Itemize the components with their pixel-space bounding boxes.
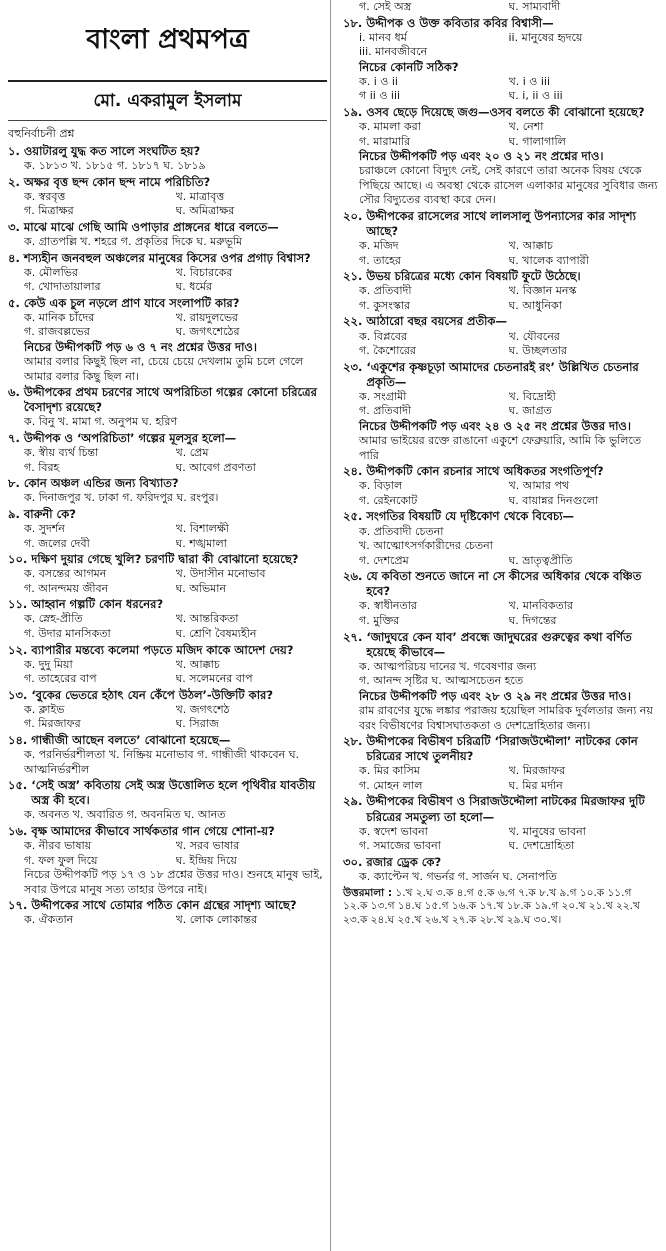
question-text: ওয়াটারলু যুদ্ধ কত সালে সংঘটিত হয়? bbox=[23, 143, 201, 158]
option: খ. যৌবনের bbox=[508, 329, 560, 343]
question-number: ৭. bbox=[8, 431, 20, 445]
question-text: রজার ড্রেক কে? bbox=[366, 854, 442, 869]
answer-key-text: ১.খ ২.ঘ ৩.ক ৪.গ ৫.ক ৬.গ ৭.ক ৮.খ ৯.গ ১০.ক ১১.গ ১২.ক ১৩.গ ১৪.ঘ ১৫.গ ১৬.ক ১৭.খ ১৮.ক ১৯.গ ২০.খ ২১.খ ২২.খ ২৩.ক ২৪.ঘ ২৫.খ ২৬.খ ২৭.ক ২৮.খ ২৯.ঘ ৩০.খ। bbox=[343, 886, 640, 927]
option: গ. মোহন লাল bbox=[359, 778, 423, 792]
question-number: ২৭. bbox=[343, 629, 363, 644]
option-row bbox=[343, 599, 658, 614]
option-row bbox=[343, 479, 658, 494]
option-row bbox=[8, 913, 327, 928]
question-text: দক্ষিণ দুয়ার গেছে খুলি? চরণটি দ্বারা কী বোঝানো হয়েছে? bbox=[31, 552, 299, 567]
question-number: ১৯. bbox=[343, 104, 363, 119]
option: গ. সেই অস্ত্র bbox=[359, 0, 412, 13]
question bbox=[8, 385, 327, 415]
option: ক. বিপ্লবের bbox=[359, 329, 408, 343]
option: খ. আক্কাচ bbox=[175, 657, 220, 671]
option-row bbox=[343, 839, 658, 854]
question-text: আঠারো বছর বয়সের প্রতীক— bbox=[366, 314, 507, 329]
option: ক. স্বীয় ব্যর্থ চিন্তা bbox=[24, 446, 99, 460]
question bbox=[8, 476, 327, 491]
option: ঘ. সিরাজ bbox=[175, 717, 219, 731]
option: খ. বিজ্ঞান মনস্ক bbox=[508, 284, 577, 298]
option: গ. উদার মানসিকতা bbox=[24, 626, 111, 640]
option-row bbox=[8, 204, 327, 219]
option-row bbox=[8, 190, 327, 205]
option: ক. স্নেহ-প্রীতি bbox=[24, 612, 83, 626]
option: গ. ফল ফুল দিয়ে bbox=[24, 853, 98, 867]
author-name: মো. একরামুল ইসলাম bbox=[93, 91, 242, 111]
option-row bbox=[343, 299, 658, 314]
option: গ. বিরহ bbox=[24, 460, 60, 474]
option-row bbox=[8, 311, 327, 326]
option: গ. খোদাতায়ালার bbox=[24, 280, 101, 294]
question-text: অক্ষর বৃত্ত ছন্দ কোন ছন্দ নামে পরিচিতি? bbox=[23, 174, 211, 189]
option-row bbox=[343, 135, 658, 150]
question-number: ২৩. bbox=[343, 359, 363, 374]
question-number: ২৮. bbox=[343, 734, 363, 749]
question bbox=[343, 855, 658, 870]
question-number: ৩০. bbox=[343, 854, 363, 869]
option-row bbox=[8, 461, 327, 476]
option-row bbox=[8, 658, 327, 673]
option-row bbox=[8, 612, 327, 627]
question-number: ১৬. bbox=[8, 823, 28, 838]
option: ঘ. খালেক ব্যাপারী bbox=[508, 253, 589, 267]
option: ঘ. অমিত্রাক্ষর bbox=[175, 204, 235, 218]
question-text: উদ্দীপকের বিভীষণ চরিত্রটি ‘সিরাজউদ্দৌলা’ নাটকের কোন চরিত্রের সাথে তুলনীয়? bbox=[366, 734, 638, 764]
option-row bbox=[343, 779, 658, 794]
stimulus-text: চরাঞ্চলে কোনো বিদ্যুৎ নেই, সেই কারণে তারা অনেক বিষয় থেকে পিছিয়ে আছে। এ অবস্থা থেকে রাসেল এলাকার মানুষের সুবিধার জন্য সৌর বিদ্যুতের ব্যবস্থা করে দেন। bbox=[359, 164, 658, 207]
question bbox=[8, 552, 327, 567]
option-line: গ. আনন্দ সৃষ্টির ঘ. আত্মসচেতন হতে bbox=[359, 674, 524, 688]
option-row bbox=[343, 390, 658, 405]
option-row bbox=[343, 494, 658, 509]
question-number: ২৪. bbox=[343, 464, 363, 479]
question-number: ১৮. bbox=[343, 15, 363, 30]
question bbox=[343, 509, 658, 524]
option: খ. প্রেম bbox=[175, 446, 209, 460]
option: গ. তাহের bbox=[359, 253, 401, 267]
question bbox=[8, 733, 327, 748]
option-row bbox=[8, 717, 327, 732]
option-line: ক. গ্রাতপল্লি খ. শহরে গ. প্রকৃতির দিকে ঘ. মরুভূমি bbox=[24, 235, 243, 249]
option: খ. মাত্রাবৃত্ত bbox=[175, 189, 225, 203]
option: খ. আমার পথ bbox=[508, 479, 569, 493]
option: ক. প্রতিবাদী bbox=[359, 284, 412, 298]
option: ক. নীরব ভাষায় bbox=[24, 839, 92, 853]
question-number: ১১. bbox=[8, 597, 28, 612]
question-number: ২৯. bbox=[343, 794, 363, 809]
option: গ. মুক্তির bbox=[359, 613, 400, 627]
instruction: নিচের উদ্দীপকটি পড় এবং ২৪ ও ২৫ নং প্রশ্নের উত্তর দাও। bbox=[359, 419, 632, 433]
question bbox=[343, 464, 658, 479]
option: ঘ. সাম্যবাদী bbox=[508, 0, 561, 13]
question bbox=[343, 630, 658, 660]
option: খ. i ও iii bbox=[508, 74, 551, 88]
option: ক. দুদু মিয়া bbox=[24, 657, 73, 671]
option-row bbox=[343, 404, 658, 419]
option: গ. কুসংস্কার bbox=[359, 298, 411, 312]
question-number: ২. bbox=[8, 174, 20, 189]
question-text: ‘সেই অস্ত্র’ কবিতায় সেই অস্ত্র উত্তোলিত হলে পৃথিবীর যাবতীয় অস্ত্র কী হবে। bbox=[31, 778, 316, 808]
stimulus-text: নিচের উদ্দীপকটি পড় ১৭ ও ১৮ প্রশ্নের উত্তর দাও। শুনহে মানুষ ভাই, সবার উপরে মানুষ সত্য তাহার উপরে নাই। bbox=[24, 868, 323, 896]
option: ক. মামলা করা bbox=[359, 120, 421, 134]
option-row bbox=[343, 120, 658, 135]
option-row bbox=[8, 266, 327, 281]
option: গ. মিরজাফর bbox=[24, 717, 81, 731]
question-number: ৩. bbox=[8, 219, 20, 234]
option: ক. মির কাসিম bbox=[359, 764, 420, 778]
instruction: নিচের কোনটি সঠিক? bbox=[359, 59, 459, 74]
question-number: ১৫. bbox=[8, 778, 28, 793]
option: গ. তাহেরের বাপ bbox=[24, 672, 97, 686]
option-row bbox=[343, 0, 658, 15]
question-text: উভয় চরিত্রের মধ্যে কোন বিষয়টি ফুটে উঠেছে। bbox=[366, 269, 581, 284]
question bbox=[8, 824, 327, 839]
question bbox=[8, 144, 327, 159]
option: খ. বিচারকের bbox=[175, 265, 233, 279]
question bbox=[343, 734, 658, 764]
question bbox=[343, 16, 658, 31]
question bbox=[8, 688, 327, 703]
option: খ. আক্কাচ bbox=[508, 239, 553, 253]
option: ক. ক্লাইভ bbox=[24, 702, 65, 716]
option: ক. স্বদেশ ভাবনা bbox=[359, 824, 428, 838]
option: খ. মানবিকতার bbox=[508, 599, 574, 613]
option: i. মানব ধর্ম bbox=[359, 30, 407, 44]
option-row bbox=[8, 672, 327, 687]
question bbox=[8, 507, 327, 522]
option-row bbox=[343, 89, 658, 104]
option: ঘ. উচ্ছলতার bbox=[508, 344, 567, 358]
question bbox=[343, 794, 658, 824]
option-row bbox=[8, 703, 327, 718]
stimulus-text: রাম রাবণের যুদ্ধে লঙ্কার পরাজয় হয়েছিল সামরিক দুর্বলতার জন্য নয় বরং বিভীষণের বিশ্বাসঘাতকতা ও দেশদ্রোহিতার জন্য। bbox=[359, 704, 653, 732]
option: খ. লোক লোকান্তর bbox=[175, 913, 258, 927]
option: গ. জলের দেবী bbox=[24, 536, 90, 550]
option: খ. রায়দুলভের bbox=[175, 310, 239, 324]
question-text: উদ্দীপক ও উক্ত কবিতার কবির বিশ্বাসী— bbox=[366, 15, 554, 30]
author-rule bbox=[8, 120, 327, 121]
option: ক. বসন্তের আগমন bbox=[24, 567, 107, 581]
question bbox=[8, 220, 327, 235]
option: খ. আন্তরিকতা bbox=[175, 612, 239, 626]
option: ঘ. i, ii ও iii bbox=[508, 89, 563, 103]
question bbox=[8, 296, 327, 311]
option-row bbox=[343, 75, 658, 90]
question-text: উদ্দীপকটি কোন রচনার সাথে অধিকতর সংগতিপূর্ণ? bbox=[366, 464, 604, 479]
question-number: ৬. bbox=[8, 385, 20, 400]
option-line: ক. পরনির্ভরশীলতা খ. নিষ্ক্রিয় মনোভাব গ. গান্ধীজী থাকবেন ঘ. আত্মনির্ভরশীল bbox=[24, 748, 300, 776]
question bbox=[8, 643, 327, 658]
question-number: ২০. bbox=[343, 208, 363, 223]
option: গ. রাজবল্লভের bbox=[24, 325, 90, 339]
option-row bbox=[343, 284, 658, 299]
option-row bbox=[343, 554, 658, 569]
stimulus-text: আমার ভাইয়ের রক্তে রাঙানো একুশে ফেব্রুয়ারি, আমি কি ভুলিতে পারি bbox=[359, 434, 642, 462]
option: ঘ. গালাগালি bbox=[508, 134, 566, 148]
option-line: খ. আত্মোৎসর্গকারীদের চেতনা bbox=[359, 539, 493, 553]
question-text: ওসব ছেড়ে দিয়েছে জগু—ওসব বলতে কী বোঝানো হয়েছে? bbox=[366, 104, 645, 119]
option: ক. সুদর্শন bbox=[24, 522, 65, 536]
option-line: ক. ক্যাপ্টেন খ. গভর্নর গ. সার্জন ঘ. সেনাপতি bbox=[359, 870, 557, 883]
option: ক. মৌলভির bbox=[24, 265, 78, 279]
title-rule bbox=[8, 80, 327, 82]
question-text: ‘বুকের ভেতরে হঠাৎ যেন কেঁপে উঠল’-উক্তিটি কার? bbox=[31, 687, 274, 702]
question bbox=[343, 314, 658, 329]
answer-key-label: উত্তরমালা : bbox=[343, 886, 393, 899]
option-row bbox=[8, 567, 327, 582]
question-number: ১৭. bbox=[8, 898, 28, 913]
question-text: কেউ এক চুল নড়লে প্রাণ যাবে সংলাপটি কার? bbox=[23, 295, 240, 310]
question bbox=[8, 778, 327, 808]
option: খ. বিশালক্ষী bbox=[175, 522, 229, 536]
option: ঘ. ইন্দ্রিয় দিয়ে bbox=[175, 853, 237, 867]
question-number: ৫. bbox=[8, 295, 20, 310]
option-line: ক. অবনত খ. অবারিত গ. অবনমিত ঘ. আনত bbox=[24, 808, 226, 822]
option: ঘ. আবেগ প্রবণতা bbox=[175, 460, 256, 474]
option: ঘ. শঙ্খমালা bbox=[175, 536, 227, 550]
question-number: ১০. bbox=[8, 552, 28, 567]
answer-key bbox=[343, 887, 658, 929]
question bbox=[8, 898, 327, 913]
question-number: ৮. bbox=[8, 476, 20, 491]
option: খ. নেশা bbox=[508, 120, 544, 134]
question-text: আহ্বান গল্পটি কোন ধরনের? bbox=[31, 597, 164, 612]
question-number: ১২. bbox=[8, 642, 28, 657]
option-row bbox=[8, 854, 327, 869]
question-list-left bbox=[8, 144, 327, 928]
option: খ. উদাসীন মনোভাব bbox=[175, 567, 266, 581]
option-line: iii. মানবজীবনে bbox=[359, 45, 428, 59]
question bbox=[343, 569, 658, 599]
option: ঘ. ভ্রাতৃত্বপ্রীতি bbox=[508, 553, 573, 567]
option: গ. মিত্রাক্ষর bbox=[24, 204, 74, 218]
option-row bbox=[343, 239, 658, 254]
question-number: ২২. bbox=[343, 314, 363, 329]
option: গ. আনন্দময় জীবন bbox=[24, 581, 109, 595]
question-text: মাঝে মাঝে গেছি আমি ওপাড়ার প্রাঙ্গনের ধারে বলতে— bbox=[23, 219, 279, 234]
option-row bbox=[343, 330, 658, 345]
option: ii. মানুষের হৃদয়ে bbox=[508, 30, 583, 44]
option: গ. মারামারি bbox=[359, 134, 411, 148]
page-title: বাংলা প্রথমপত্র bbox=[86, 24, 249, 55]
option: ক. ঐকতান bbox=[24, 913, 74, 927]
question-text: ব্যাপারীর মন্তব্যে কলেমা পড়তে মজিদ কাকে আদেশ দেয়? bbox=[31, 642, 294, 657]
question bbox=[343, 209, 658, 239]
option: গ. সমাজের ভাবনা bbox=[359, 839, 441, 853]
option: ক. বিড়াল bbox=[359, 479, 403, 493]
option-row bbox=[343, 31, 658, 46]
right-column bbox=[333, 0, 666, 1251]
option-row bbox=[8, 446, 327, 461]
question-text: শস্যহীন জনবহুল অঞ্চলের মানুষের কিসের ওপর প্রগাঢ় বিশ্বাস? bbox=[23, 250, 311, 265]
option: গ. রেইনকোট bbox=[359, 493, 418, 507]
option-row bbox=[343, 764, 658, 779]
option: খ. জগৎশেঠ bbox=[175, 702, 230, 716]
option: ক. i ও ii bbox=[359, 74, 398, 88]
option: ঘ. সলেমনের বাপ bbox=[175, 672, 253, 686]
option: ঘ. দেশদ্রোহিতা bbox=[508, 839, 575, 853]
option: খ. বিদ্রোহী bbox=[508, 389, 556, 403]
question-number: ৯. bbox=[8, 506, 20, 521]
question-number: ১৩. bbox=[8, 687, 28, 702]
question bbox=[8, 597, 327, 612]
question-text: বারুনী কে? bbox=[23, 506, 76, 521]
question-number: ১. bbox=[8, 143, 20, 158]
option-line: ক. দিনাজপুর খ. ঢাকা গ. ফরিদপুর ঘ. রংপুর। bbox=[24, 491, 219, 505]
question-text: উদ্দীপকের বিভীষণ ও সিরাজউদ্দৌলা নাটকের মিরজাফর দুটি চরিত্রের সমতুল্য তা হলো— bbox=[366, 794, 645, 824]
section-heading: বহুনির্বাচনী প্রশ্ন bbox=[8, 127, 75, 141]
question-text: উদ্দীপকের প্রথম চরণের সাথে অপরিচিতা গল্পের কোনো চরিত্রের বৈসাদৃশ্য রয়েছে? bbox=[23, 385, 317, 415]
option: ঘ. বায়ান্নর দিনগুলো bbox=[508, 493, 599, 507]
question bbox=[8, 175, 327, 190]
option-line: ক. আত্মপরিচয় দানের খ. গবেষণার জন্য bbox=[359, 659, 537, 673]
option-row bbox=[8, 627, 327, 642]
option: ক. মজিদ bbox=[359, 239, 399, 253]
option-row bbox=[8, 839, 327, 854]
option-row bbox=[8, 582, 327, 597]
option-row bbox=[343, 344, 658, 359]
question bbox=[8, 251, 327, 266]
option: খ. মিরজাফর bbox=[508, 764, 566, 778]
question-text: উদ্দীপক ও ‘অপরিচিতা’ গল্পের মূলসুর হলো— bbox=[23, 431, 237, 445]
option: ঘ. অভিমান bbox=[175, 581, 227, 595]
option: গ. দেশপ্রেম bbox=[359, 553, 409, 567]
question-text: গান্ধীজী আছেন বলতে’ বোঝানো হয়েছে— bbox=[31, 732, 231, 747]
option-row bbox=[8, 280, 327, 295]
option: খ. মানুষের ভাবনা bbox=[508, 824, 586, 838]
stimulus-text: আমার বলার কিছুই ছিল না, চেয়ে চেয়ে দেখলাম তুমি চলে গেলে আমার বলার কিছু ছিল না। bbox=[24, 355, 304, 383]
option: ক. স্বাধীনতার bbox=[359, 599, 417, 613]
instruction: নিচের উদ্দীপকটি পড় এবং ২০ ও ২১ নং প্রশ্নের দাও। bbox=[359, 149, 604, 164]
option: ঘ. আধুনিকা bbox=[508, 298, 562, 312]
option-row bbox=[8, 537, 327, 552]
question-text: বৃক্ষ আমাদের কীভাবে সার্থকতার গান গেয়ে শোনা-য়? bbox=[31, 823, 275, 838]
option: খ. সরব ভাষার bbox=[175, 839, 240, 853]
option: ঘ. জগৎশেঠের bbox=[175, 325, 240, 339]
question-number: ২১. bbox=[343, 269, 363, 284]
question-number: ২৫. bbox=[343, 509, 363, 524]
question bbox=[343, 360, 658, 390]
question-number: ৪. bbox=[8, 250, 20, 265]
option: ঘ. শ্রেণি বৈষম্যহীন bbox=[175, 626, 257, 640]
question-text: ‘জাদুঘরে কেন যাব’ প্রবন্ধে জাদুঘরের গুরুত্বের কথা বর্ণিত হয়েছে কীভাবে— bbox=[366, 629, 632, 659]
question-text: উদ্দীপকের রাসেলের সাথে লালসালু উপন্যাসের কার সাদৃশ্য আছে? bbox=[366, 208, 636, 239]
option-line: ক. ১৮১৩ খ. ১৮১৫ গ. ১৮১৭ ঘ. ১৮১৯ bbox=[24, 159, 206, 173]
question bbox=[343, 105, 658, 120]
option: ঘ. ধর্মের bbox=[175, 280, 213, 294]
option: ঘ. দিগন্তের bbox=[508, 613, 557, 627]
question-text: ‘একুশের কৃষ্ণচূড়া আমাদের চেতনারই রং’ উল্লিখিত চেতনার প্রকৃতি— bbox=[366, 359, 639, 389]
question-number: ১৪. bbox=[8, 732, 28, 747]
option: গ. প্রতিবাদী bbox=[359, 404, 412, 418]
question-text: উদ্দীপকের সাথে তোমার পঠিত কোন গ্রন্থের সাদৃশ্য আছে? bbox=[31, 898, 297, 913]
option-row bbox=[8, 522, 327, 537]
option-line: ক. বিনু খ. মামা গ. অনুপম ঘ. হরিণ bbox=[24, 415, 178, 429]
option: ঘ. মির মর্দান bbox=[508, 778, 563, 792]
instruction: নিচের উদ্দীপকটি পড় এবং ২৮ ও ২৯ নং প্রশ্নের উত্তর দাও। bbox=[359, 688, 632, 703]
question bbox=[8, 431, 327, 446]
option: গ ii ও iii bbox=[359, 89, 401, 103]
question-text: যে কবিতা শুনতে জানে না সে কীসের অধিকার থেকে বঞ্চিত হবে? bbox=[366, 569, 642, 599]
option: ক. স্বরবৃত্ত bbox=[24, 189, 66, 203]
option-row bbox=[8, 325, 327, 340]
option: ঘ. জাগ্রত bbox=[508, 404, 552, 418]
option-row bbox=[343, 825, 658, 840]
question bbox=[343, 269, 658, 284]
instruction: নিচের উদ্দীপকটি পড় ৬ ও ৭ নং প্রশ্নের উত্তর দাও। bbox=[24, 339, 257, 354]
question-list-right bbox=[343, 0, 658, 885]
option-row bbox=[343, 254, 658, 269]
option-line: ক. প্রতিবাদী চেতনা bbox=[359, 524, 444, 538]
option: ক. সংগ্রামী bbox=[359, 389, 407, 403]
question-number: ২৬. bbox=[343, 569, 363, 584]
option-row bbox=[343, 614, 658, 629]
option: গ. কৈশোরের bbox=[359, 344, 416, 358]
question-text: সংগতির বিষয়টি যে দৃষ্টিকোণ থেকে বিবেচ্য— bbox=[366, 509, 575, 524]
question-text: কোন অঞ্চল এন্ডির জন্য বিখ্যাত? bbox=[23, 476, 179, 491]
option: ক. মানিক চাঁদের bbox=[24, 310, 95, 324]
